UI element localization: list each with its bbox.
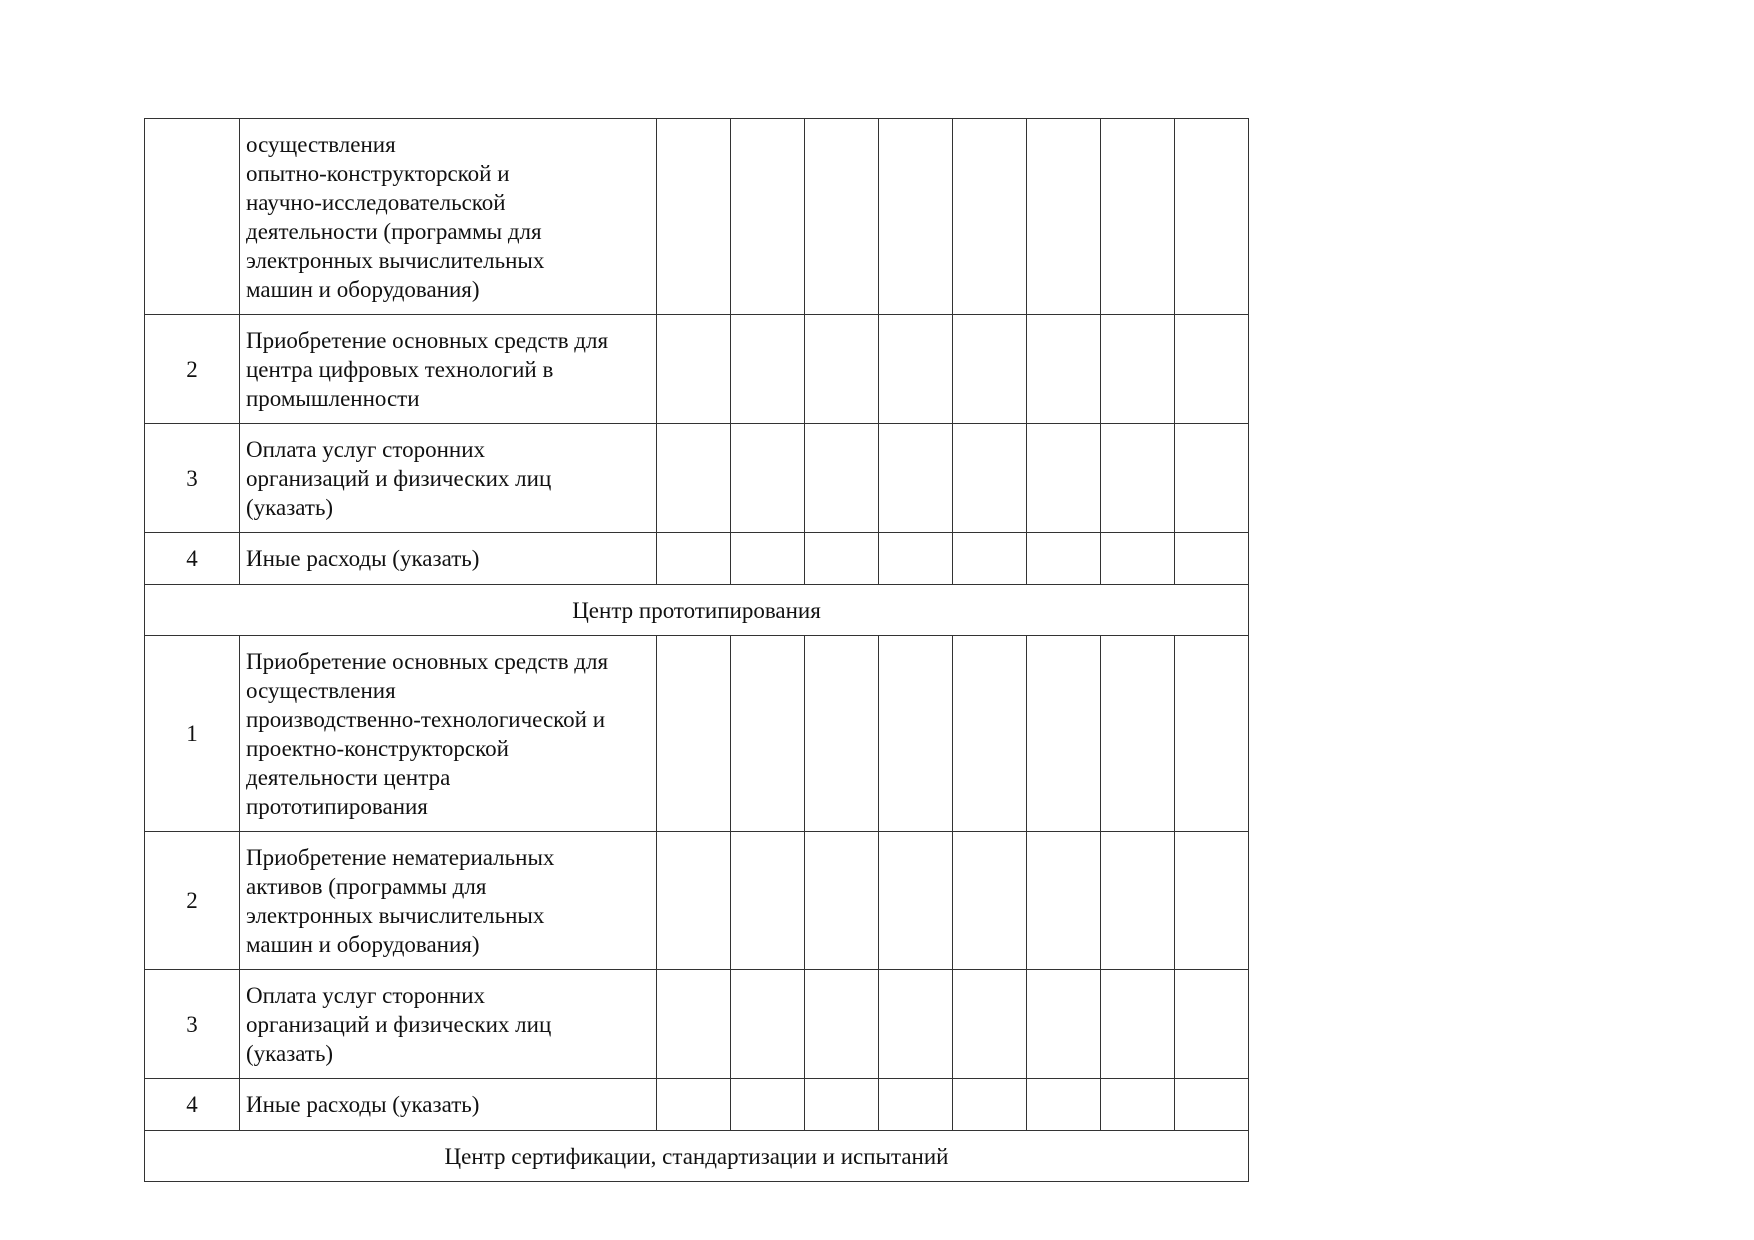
- value-cell: [657, 636, 731, 832]
- value-cell: [657, 970, 731, 1079]
- value-cell: [657, 315, 731, 424]
- description-line: прототипирования: [246, 793, 428, 819]
- value-cell: [1027, 832, 1101, 970]
- value-cell: [657, 424, 731, 533]
- value-cell: [731, 636, 805, 832]
- value-cell: [1027, 315, 1101, 424]
- value-cell: [1027, 970, 1101, 1079]
- section-title: Центр прототипирования: [145, 585, 1249, 636]
- value-cell: [1175, 970, 1249, 1079]
- description-line: машин и оборудования): [246, 931, 480, 957]
- section-row: [145, 585, 1249, 636]
- value-cell: [1027, 636, 1101, 832]
- description-line: центра цифровых технологий в: [246, 356, 554, 382]
- description-line: Приобретение основных средств для: [246, 648, 609, 674]
- value-cell: [805, 636, 879, 832]
- row-number: 4: [145, 1079, 240, 1131]
- description-line: организаций и физических лиц: [246, 1011, 552, 1037]
- table-row: [145, 1079, 1249, 1131]
- description-line: деятельности (программы для: [246, 218, 542, 244]
- value-cell: [1101, 832, 1175, 970]
- value-cell: [879, 832, 953, 970]
- value-cell: [1175, 315, 1249, 424]
- value-cell: [805, 119, 879, 315]
- expense-description: [240, 832, 657, 970]
- value-cell: [1175, 533, 1249, 585]
- expense-table: [144, 118, 1249, 1182]
- value-cell: [1101, 1079, 1175, 1131]
- value-cell: [731, 119, 805, 315]
- description-line: Приобретение основных средств для: [246, 327, 609, 353]
- value-cell: [1101, 315, 1175, 424]
- description-line: Оплата услуг сторонних: [246, 436, 486, 462]
- value-cell: [879, 636, 953, 832]
- value-cell: [731, 832, 805, 970]
- value-cell: [1027, 533, 1101, 585]
- value-cell: [953, 315, 1027, 424]
- table-row: [145, 636, 1249, 832]
- description-line: производственно-технологической и: [246, 706, 606, 732]
- table-body: [145, 119, 1249, 1182]
- value-cell: [805, 970, 879, 1079]
- row-number: 1: [145, 636, 240, 832]
- description-line: научно-исследовательской: [246, 189, 506, 215]
- description-line: организаций и физических лиц: [246, 465, 552, 491]
- expense-description: [240, 424, 657, 533]
- row-number: 2: [145, 315, 240, 424]
- description-line: (указать): [246, 1040, 334, 1066]
- value-cell: [731, 1079, 805, 1131]
- table-row: [145, 533, 1249, 585]
- value-cell: [805, 1079, 879, 1131]
- value-cell: [657, 832, 731, 970]
- expense-description: [240, 119, 657, 315]
- value-cell: [879, 970, 953, 1079]
- value-cell: [879, 1079, 953, 1131]
- row-number: 4: [145, 533, 240, 585]
- value-cell: [657, 1079, 731, 1131]
- value-cell: [1027, 119, 1101, 315]
- value-cell: [953, 533, 1027, 585]
- section-row: [145, 1131, 1249, 1182]
- row-number: [145, 119, 240, 315]
- value-cell: [1101, 636, 1175, 832]
- value-cell: [879, 533, 953, 585]
- section-title: Центр сертификации, стандартизации и испытаний: [145, 1131, 1249, 1182]
- description-line: проектно-конструкторской: [246, 735, 509, 761]
- expense-description: [240, 970, 657, 1079]
- row-number: 2: [145, 832, 240, 970]
- value-cell: [953, 119, 1027, 315]
- description-line: электронных вычислительных: [246, 247, 545, 273]
- value-cell: [731, 970, 805, 1079]
- description-line: Оплата услуг сторонних: [246, 982, 486, 1008]
- row-number: 3: [145, 970, 240, 1079]
- value-cell: [953, 636, 1027, 832]
- value-cell: [879, 119, 953, 315]
- value-cell: [879, 315, 953, 424]
- value-cell: [1101, 424, 1175, 533]
- description-line: (указать): [246, 494, 334, 520]
- table-row: [145, 315, 1249, 424]
- value-cell: [1175, 832, 1249, 970]
- description-line: осуществления: [246, 131, 396, 157]
- value-cell: [1175, 1079, 1249, 1131]
- description-line: деятельности центра: [246, 764, 451, 790]
- row-number: 3: [145, 424, 240, 533]
- description-line: осуществления: [246, 677, 396, 703]
- description-line: Иные расходы (указать): [246, 1092, 480, 1117]
- value-cell: [805, 424, 879, 533]
- value-cell: [657, 119, 731, 315]
- description-line: опытно-конструкторской и: [246, 160, 510, 186]
- value-cell: [1175, 119, 1249, 315]
- description-line: промышленности: [246, 385, 420, 411]
- value-cell: [805, 315, 879, 424]
- value-cell: [1101, 533, 1175, 585]
- value-cell: [805, 832, 879, 970]
- table-row: [145, 832, 1249, 970]
- value-cell: [953, 970, 1027, 1079]
- table-row: [145, 424, 1249, 533]
- value-cell: [1175, 424, 1249, 533]
- value-cell: [1175, 636, 1249, 832]
- value-cell: [805, 533, 879, 585]
- value-cell: [953, 424, 1027, 533]
- value-cell: [1101, 970, 1175, 1079]
- description-line: электронных вычислительных: [246, 902, 545, 928]
- value-cell: [1027, 1079, 1101, 1131]
- value-cell: [953, 832, 1027, 970]
- value-cell: [879, 424, 953, 533]
- table-row: [145, 970, 1249, 1079]
- value-cell: [953, 1079, 1027, 1131]
- description-line: машин и оборудования): [246, 276, 480, 302]
- value-cell: [731, 533, 805, 585]
- expense-description: [240, 315, 657, 424]
- expense-description: [240, 636, 657, 832]
- expense-description: [240, 533, 657, 585]
- value-cell: [657, 533, 731, 585]
- description-line: Приобретение нематериальных: [246, 844, 555, 870]
- description-line: активов (программы для: [246, 873, 487, 899]
- expense-description: [240, 1079, 657, 1131]
- value-cell: [1027, 424, 1101, 533]
- table-row: [145, 119, 1249, 315]
- value-cell: [1101, 119, 1175, 315]
- description-line: Иные расходы (указать): [246, 546, 480, 571]
- value-cell: [731, 424, 805, 533]
- value-cell: [731, 315, 805, 424]
